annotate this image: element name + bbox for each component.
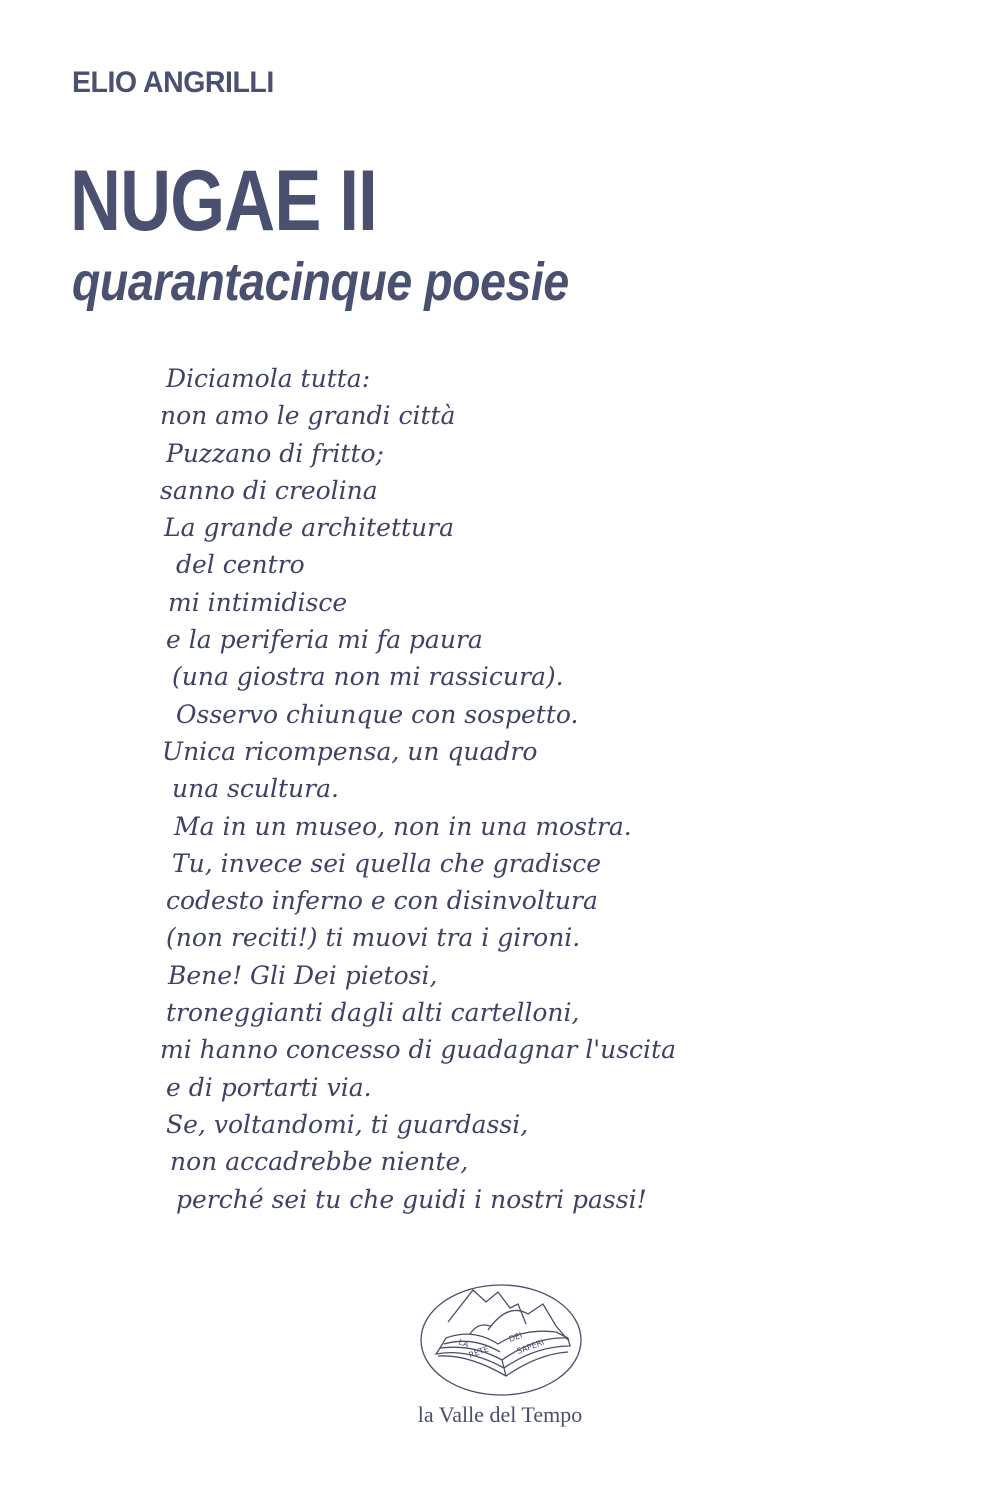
poem-line: Puzzano di fritto;: [166, 438, 384, 468]
poem-line: Diciamola tutta:: [166, 364, 371, 393]
poem-line: una scultura.: [172, 774, 339, 804]
poem-line: Ma in un museo, non in una mostra.: [174, 811, 632, 841]
publisher-name: la Valle del Tempo: [417, 1402, 583, 1427]
poem-line: Se, voltandomi, ti guardassi,: [166, 1109, 529, 1139]
svg-text:SAPERI: SAPERI: [515, 1337, 546, 1356]
poem-line: Unica ricompensa, un quadro: [162, 736, 538, 766]
poem-line: non amo le grandi città: [160, 401, 456, 431]
poem-line: troneggianti dagli alti cartelloni,: [166, 998, 580, 1028]
book-mountains-icon: [418, 1282, 584, 1398]
book-subtitle: quarantacinque poesie: [72, 252, 569, 312]
svg-text:LA: LA: [457, 1337, 470, 1350]
poem-line: Osservo chiunque con sospetto.: [176, 699, 579, 729]
svg-text:RETE: RETE: [467, 1344, 491, 1360]
poem-line: (non reciti!) ti muovi tra i gironi.: [166, 923, 581, 953]
poem-line: Tu, invece sei quella che gradisce: [172, 848, 602, 878]
author-name: ELIO ANGRILLI: [72, 66, 274, 99]
poem-line: sanno di creolina: [160, 475, 378, 505]
poem-line: e la periferia mi fa paura: [166, 625, 483, 655]
poem-line: mi hanno concesso di guadagnar l'uscita: [160, 1035, 676, 1065]
poem-line: (una giostra non mi rassicura).: [172, 662, 564, 692]
poem-line: non accadrebbe niente,: [170, 1147, 469, 1177]
publisher-logo: [418, 1282, 584, 1398]
poem-line: codesto inferno e con disinvoltura: [166, 886, 598, 916]
poem-line: mi intimidisce: [168, 587, 348, 617]
poem-line: La grande architettura: [164, 513, 455, 543]
poem-line: perché sei tu che guidi i nostri passi!: [176, 1184, 647, 1214]
poem-line: del centro: [176, 550, 305, 580]
svg-text:DEI: DEI: [507, 1330, 524, 1344]
poem-line: Bene! Gli Dei pietosi,: [168, 960, 438, 990]
book-title: NUGAE II: [70, 153, 377, 249]
poem-line: e di portarti via.: [166, 1072, 372, 1102]
handwritten-poem: [160, 360, 720, 1218]
